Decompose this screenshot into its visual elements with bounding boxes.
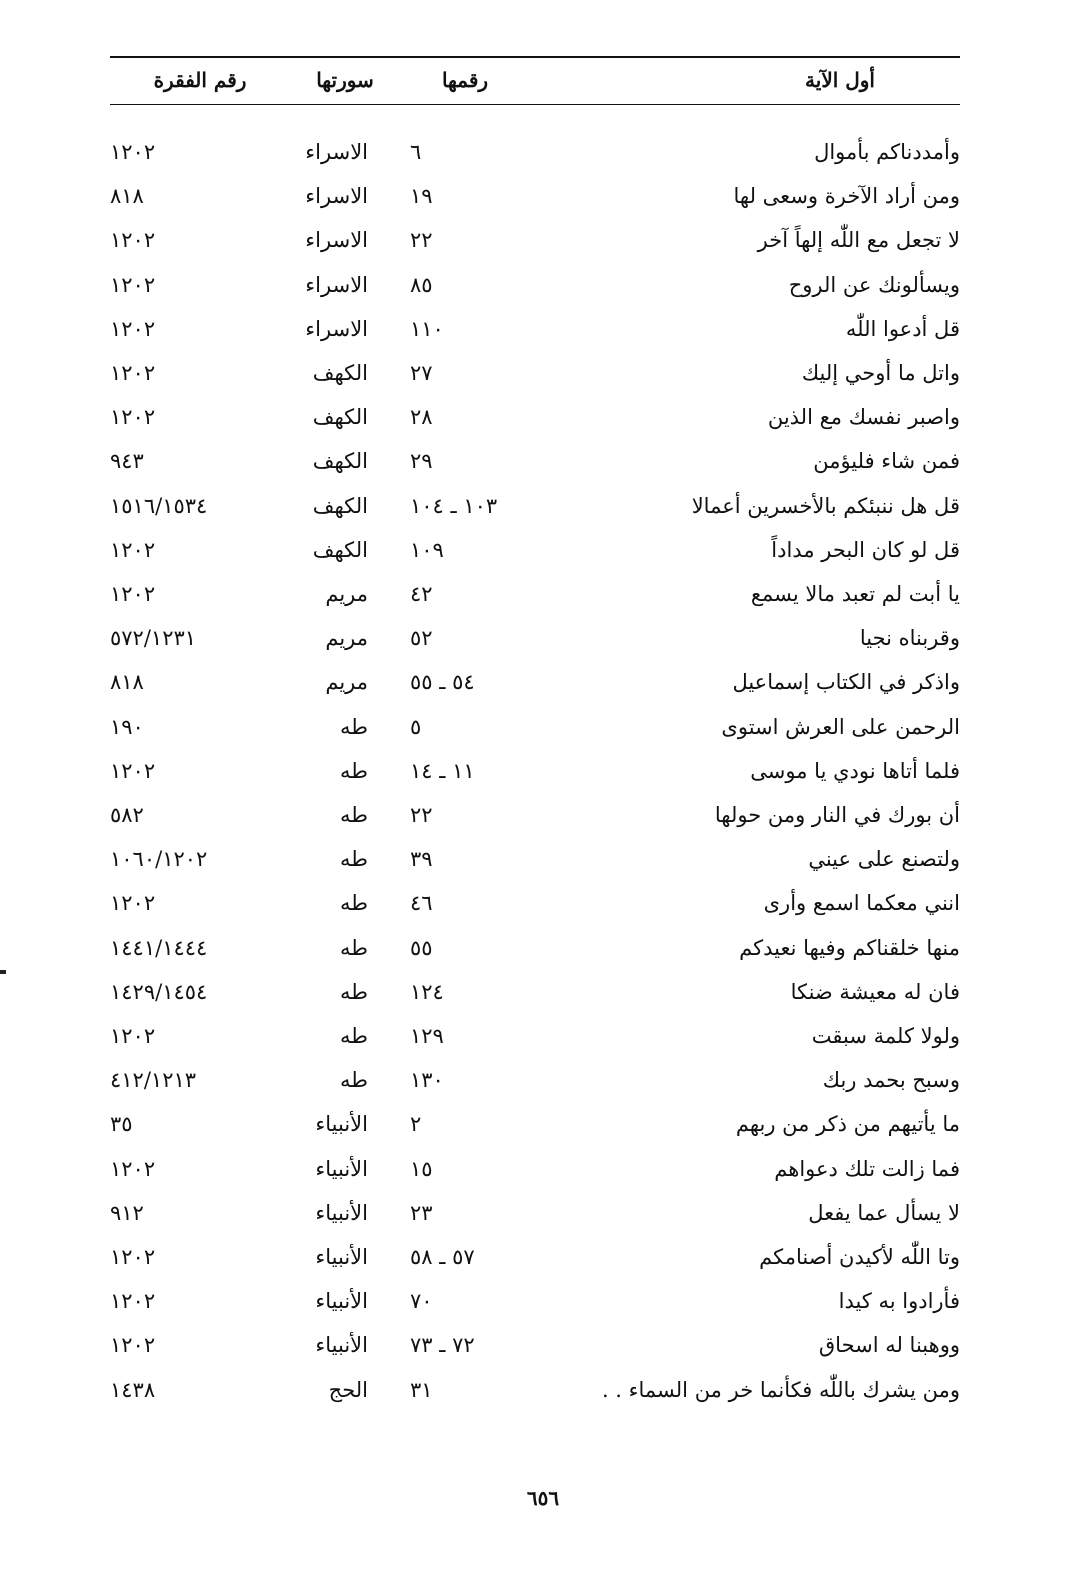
table-row [110, 1058, 960, 1102]
paragraph-number-cell: ١٤٣٨ [110, 1377, 156, 1402]
verse-start-cell: ما يأتيهم من ذكر من ربهم [735, 1112, 960, 1137]
verse-start-cell: واذكر في الكتاب إسماعيل [732, 670, 960, 695]
surah-cell: مريم [325, 670, 368, 695]
verse-number-cell: ٦ [410, 140, 422, 164]
table-row [110, 881, 960, 925]
paragraph-number-cell: ٩١٢ [110, 1200, 144, 1225]
paragraph-number-cell: ١٢٠٢ [110, 316, 156, 341]
verse-start-cell: الرحمن على العرش استوى [721, 714, 960, 739]
paragraph-number-cell: ٤١٢/١٢١٣ [110, 1068, 197, 1093]
surah-cell: الأنبياء [315, 1245, 368, 1269]
table-row [110, 1368, 960, 1412]
verse-number-cell: ١١٠ [410, 316, 444, 341]
table-row [110, 749, 960, 793]
verse-start-cell: ولولا كلمة سبقت [811, 1024, 960, 1048]
table-row [110, 660, 960, 704]
table-row [110, 484, 960, 528]
verse-number-cell: ٥٥ [410, 935, 433, 960]
verse-start-cell: وقربناه نجيا [859, 626, 960, 651]
verse-start-cell: واصبر نفسك مع الذين [767, 405, 960, 430]
verse-start-cell: ومن يشرك باللّٰه فكأنما خر من السماء . . [601, 1377, 960, 1402]
verse-start-cell: لا يسأل عما يفعل [808, 1200, 960, 1225]
table-row [110, 1235, 960, 1279]
table-row [110, 793, 960, 837]
verse-start-cell: لا تجعل مع اللّٰه إلهاً آخر [757, 228, 960, 253]
verse-start-cell: منها خلقناكم وفيها نعيدكم [739, 935, 960, 960]
header-paragraph-number: رقم الفقرة [153, 68, 247, 92]
paragraph-number-cell: ١٢٠٢ [110, 537, 156, 562]
verse-number-cell: ٤٦ [410, 891, 433, 916]
header-rule [110, 104, 960, 105]
surah-cell: الاسراء [305, 140, 368, 164]
paragraph-number-cell: ١٢٠٢ [110, 361, 156, 385]
verse-start-cell: وأمددناكم بأموال [814, 140, 960, 164]
verse-number-cell: ١٥ [410, 1156, 433, 1181]
verse-number-cell: ٧٠ [410, 1289, 433, 1314]
verse-number-cell: ٣١ [410, 1377, 433, 1402]
surah-cell: الاسراء [305, 316, 368, 341]
table-row [110, 705, 960, 749]
table-row [110, 616, 960, 660]
verse-number-cell: ٢ [410, 1112, 422, 1137]
verse-start-cell: فأرادوا به كيدا [838, 1289, 960, 1314]
paragraph-number-cell: ١٢٠٢ [110, 1333, 156, 1358]
verse-start-cell: وتا اللّٰه لأكيدن أصنامكم [759, 1245, 960, 1269]
verse-start-cell: قل لو كان البحر مداداً [771, 537, 960, 562]
paragraph-number-cell: ٨١٨ [110, 184, 144, 209]
surah-cell: طه [340, 847, 368, 872]
paragraph-number-cell: ١٢٠٢ [110, 272, 156, 297]
verse-start-cell: واتل ما أوحي إليك [801, 361, 960, 385]
verse-start-cell: فلما أتاها نودي يا موسى [750, 758, 960, 783]
surah-cell: طه [340, 891, 368, 916]
verse-number-cell: ٣٩ [410, 847, 433, 872]
surah-cell: طه [340, 803, 368, 827]
verse-number-cell: ٢٣ [410, 1200, 433, 1225]
paragraph-number-cell: ١٢٠٢ [110, 228, 156, 253]
paragraph-number-cell: ١٤٤١/١٤٤٤ [110, 935, 208, 960]
table-row [110, 351, 960, 395]
paragraph-number-cell: ١٢٠٢ [110, 140, 156, 164]
surah-cell: مريم [325, 582, 368, 606]
surah-cell: الاسراء [305, 184, 368, 209]
verse-number-cell: ٧٢ ـ ٧٣ [410, 1333, 475, 1358]
verse-start-cell: انني معكما اسمع وأرى [763, 891, 960, 916]
table-row [110, 572, 960, 616]
surah-cell: الأنبياء [315, 1333, 368, 1358]
surah-cell: الاسراء [305, 228, 368, 253]
table-row [110, 263, 960, 307]
table-row [110, 395, 960, 439]
paragraph-number-cell: ٥٨٢ [110, 803, 144, 827]
table-row [110, 439, 960, 483]
verse-number-cell: ١١ ـ ١٤ [410, 758, 475, 783]
verse-number-cell: ٥٤ ـ ٥٥ [410, 670, 475, 695]
verse-number-cell: ٥٧ ـ ٥٨ [410, 1245, 475, 1269]
table-row [110, 1279, 960, 1323]
surah-cell: الكهف [312, 449, 368, 474]
verse-number-cell: ٨٥ [410, 272, 433, 297]
table-row [110, 307, 960, 351]
verse-number-cell: ٤٢ [410, 582, 433, 606]
surah-cell: الاسراء [305, 272, 368, 297]
verse-number-cell: ٥ [410, 714, 422, 739]
surah-cell: طه [340, 979, 368, 1004]
verse-number-cell: ٢٢ [410, 803, 433, 827]
paragraph-number-cell: ١٢٠٢ [110, 1156, 156, 1181]
verse-number-cell: ٢٩ [410, 449, 433, 474]
verse-start-cell: قل هل ننبئكم بالأخسرين أعمالا [691, 493, 960, 518]
table-row [110, 970, 960, 1014]
surah-cell: الأنبياء [315, 1156, 368, 1181]
paragraph-number-cell: ٥٧٢/١٢٣١ [110, 626, 197, 651]
table-row [110, 926, 960, 970]
verse-start-cell: ولتصنع على عيني [808, 847, 960, 872]
surah-cell: طه [340, 1024, 368, 1048]
table-row [110, 218, 960, 262]
surah-cell: الكهف [312, 405, 368, 430]
table-row [110, 1323, 960, 1367]
verse-number-cell: ٥٢ [410, 626, 433, 651]
paragraph-number-cell: ١٢٠٢ [110, 1245, 156, 1269]
verse-start-cell: ويسألونك عن الروح [788, 272, 960, 297]
surah-cell: طه [340, 1068, 368, 1093]
table-row [110, 528, 960, 572]
surah-cell: طه [340, 935, 368, 960]
header-surah: سورتها [316, 68, 374, 92]
table-row [110, 1102, 960, 1146]
paragraph-number-cell: ٩٤٣ [110, 449, 144, 474]
paragraph-number-cell: ١٠٦٠/١٢٠٢ [110, 847, 208, 872]
table-row [110, 1147, 960, 1191]
verse-start-cell: أن بورك في النار ومن حولها [714, 803, 960, 827]
verse-start-cell: ووهبنا له اسحاق [818, 1333, 960, 1358]
surah-cell: طه [340, 714, 368, 739]
surah-cell: الحج [328, 1377, 368, 1402]
paragraph-number-cell: ١٥١٦/١٥٣٤ [110, 493, 208, 518]
verse-number-cell: ١٢٤ [410, 979, 444, 1004]
surah-cell: الكهف [312, 361, 368, 385]
paragraph-number-cell: ١٢٠٢ [110, 405, 156, 430]
header-verse-start: أول الآية [805, 68, 875, 92]
verse-start-cell: وسبح بحمد ربك [822, 1068, 960, 1093]
verse-number-cell: ١٢٩ [410, 1024, 444, 1048]
verse-number-cell: ١٣٠ [410, 1068, 444, 1093]
table-row [110, 1014, 960, 1058]
paragraph-number-cell: ٣٥ [110, 1112, 133, 1137]
verse-number-cell: ٢٢ [410, 228, 433, 253]
surah-cell: طه [340, 758, 368, 783]
table-row [110, 1191, 960, 1235]
verse-number-cell: ١٠٩ [410, 537, 444, 562]
verse-start-cell: فان له معيشة ضنكا [790, 979, 960, 1004]
surah-cell: الأنبياء [315, 1112, 368, 1137]
paragraph-number-cell: ١٢٠٢ [110, 1289, 156, 1314]
verse-number-cell: ١٠٣ ـ ١٠٤ [410, 493, 498, 518]
verse-start-cell: يا أبت لم تعبد مالا يسمع [750, 582, 960, 606]
surah-cell: الكهف [312, 537, 368, 562]
paragraph-number-cell: ٨١٨ [110, 670, 144, 695]
table-row [110, 130, 960, 174]
paragraph-number-cell: ١٢٠٢ [110, 582, 156, 606]
verse-start-cell: فمن شاء فليؤمن [813, 449, 960, 474]
verse-start-cell: ومن أراد الآخرة وسعى لها [733, 184, 960, 209]
table-header [110, 58, 960, 102]
margin-mark [0, 970, 6, 974]
paragraph-number-cell: ١٩٠ [110, 714, 144, 739]
verse-number-cell: ٢٧ [410, 361, 433, 385]
paragraph-number-cell: ١٢٠٢ [110, 891, 156, 916]
surah-cell: الكهف [312, 493, 368, 518]
surah-cell: الأنبياء [315, 1200, 368, 1225]
table-row [110, 174, 960, 218]
verse-number-cell: ٢٨ [410, 405, 433, 430]
page-number: ٦٥٦ [526, 1486, 560, 1510]
verse-number-cell: ١٩ [410, 184, 433, 209]
header-verse-number: رقمها [441, 68, 489, 92]
table-row [110, 837, 960, 881]
verse-start-cell: فما زالت تلك دعواهم [774, 1156, 960, 1181]
verse-start-cell: قل أدعوا اللّٰه [845, 316, 960, 341]
surah-cell: مريم [325, 626, 368, 651]
paragraph-number-cell: ١٢٠٢ [110, 758, 156, 783]
paragraph-number-cell: ١٢٠٢ [110, 1024, 156, 1048]
paragraph-number-cell: ١٤٢٩/١٤٥٤ [110, 979, 208, 1004]
surah-cell: الأنبياء [315, 1289, 368, 1314]
